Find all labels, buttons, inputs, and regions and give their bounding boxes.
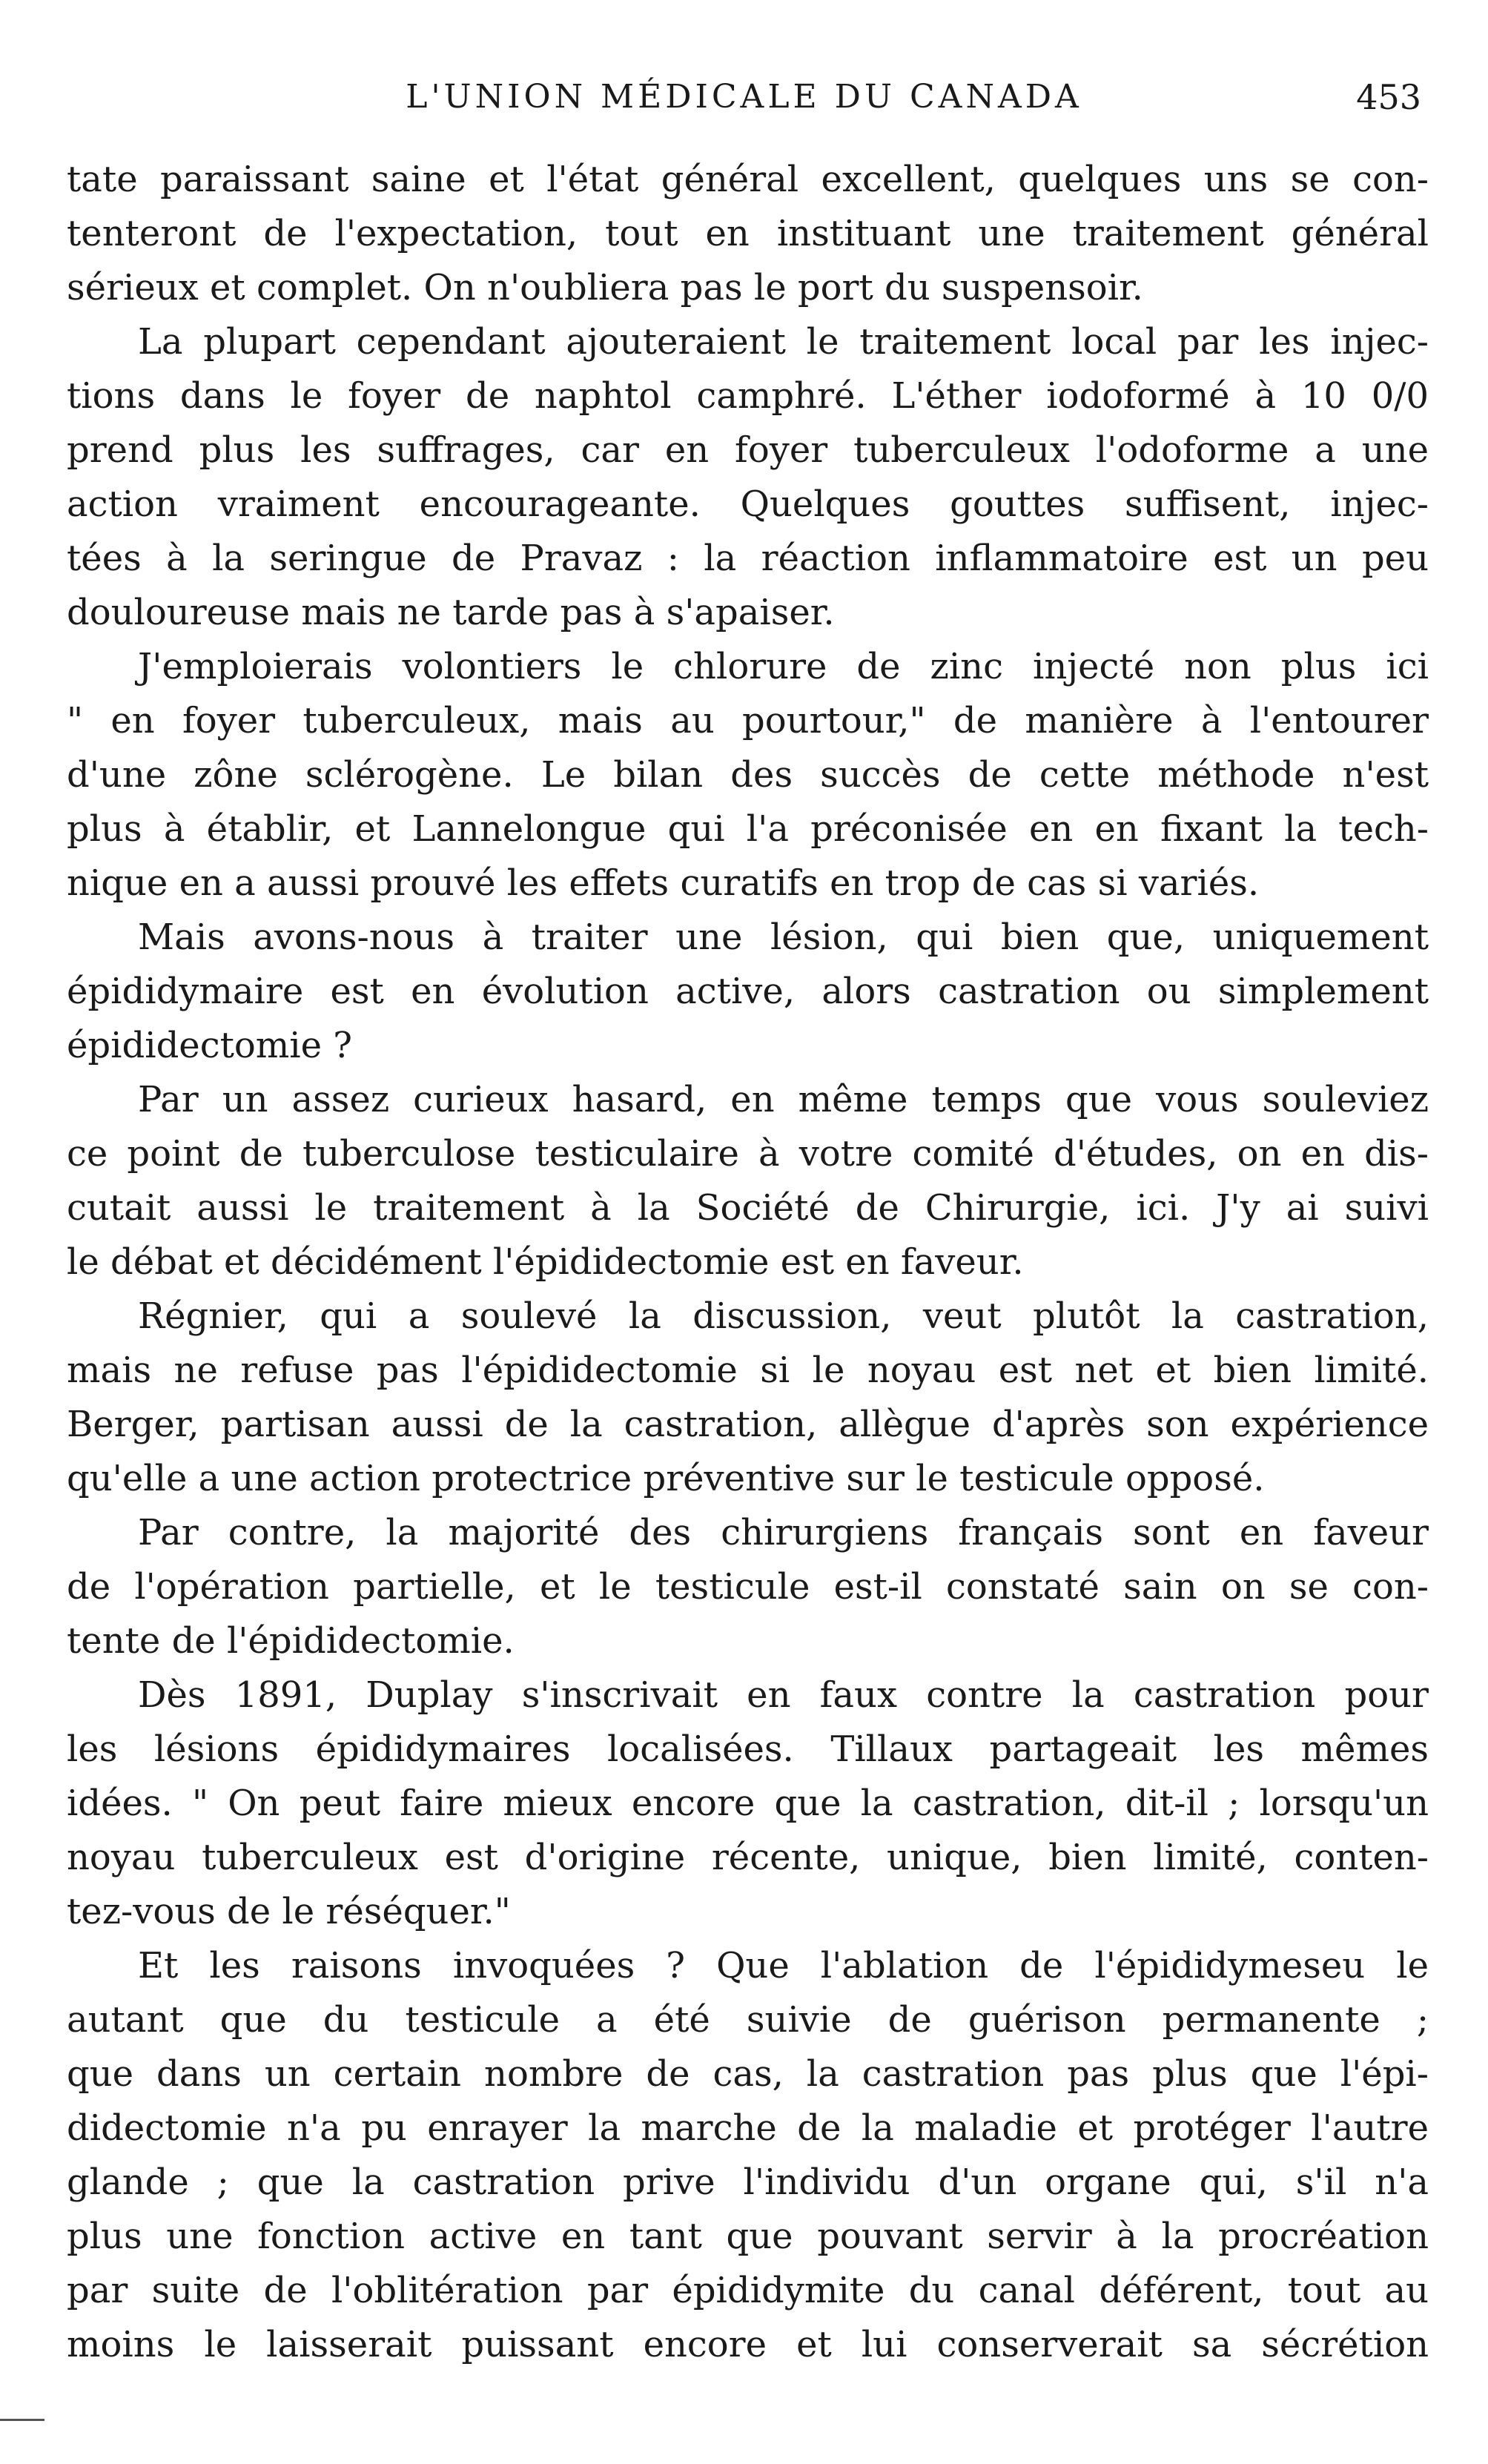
text-line: La plupart cependant ajouteraient le traitement local par les injec- — [138, 321, 1429, 363]
text-line: Régnier, qui a soulevé la discussion, veut plutôt la castration, — [138, 1295, 1429, 1337]
paragraph-5 — [67, 1073, 1429, 1289]
text-line: J'emploierais volontiers le chlorure de zinc injecté non plus ici — [138, 646, 1429, 687]
text-line: tente de l'épididectomie. — [67, 1620, 515, 1662]
text-line: didectomie n'a pu enrayer la marche de la maladie et protéger l'autre — [67, 2107, 1429, 2149]
text-line: Par contre, la majorité des chirurgiens français sont en faveur — [138, 1512, 1429, 1553]
text-line: plus à établir, et Lannelongue qui l'a préconisée en en fixant la tech- — [67, 808, 1429, 850]
text-line: Mais avons-nous à traiter une lésion, qui bien que, uniquement — [138, 916, 1429, 958]
paragraph-9 — [67, 1939, 1429, 2372]
text-line: tate paraissant saine et l'état général excellent, quelques uns se con- — [67, 159, 1429, 200]
text-line: le débat et décidément l'épididectomie est en faveur. — [67, 1241, 1024, 1283]
text-line: tées à la seringue de Pravaz : la réaction inflammatoire est un peu — [67, 538, 1429, 579]
text-line: Et les raisons invoquées ? Que l'ablation de l'épididymeseu le — [138, 1945, 1429, 1986]
paragraph-3 — [67, 640, 1429, 911]
text-line: douloureuse mais ne tarde pas à s'apaiser. — [67, 592, 835, 633]
running-title: L'UNION MÉDICALE DU CANADA — [406, 78, 1082, 116]
body-text — [67, 153, 1429, 2372]
text-line: cutait aussi le traitement à la Société de Chirurgie, ici. J'y ai suivi — [67, 1187, 1429, 1229]
text-line: action vraiment encourageante. Quelques gouttes suffisent, injec- — [67, 483, 1429, 525]
text-line: mais ne refuse pas l'épididectomie si le noyau est net et bien limité. — [67, 1350, 1429, 1391]
text-line: tenteront de l'expectation, tout en instituant une traitement général — [67, 213, 1429, 254]
text-line: autant que du testicule a été suivie de guérison permanente ; — [67, 1999, 1429, 2041]
text-line: noyau tuberculeux est d'origine récente, unique, bien limité, conten- — [67, 1837, 1429, 1878]
text-line: tions dans le foyer de naphtol camphré. L'éther iodoformé à 10 0/0 — [67, 375, 1429, 417]
text-line: Dès 1891, Duplay s'inscrivait en faux contre la castration pour — [138, 1674, 1429, 1716]
text-line: épididymaire est en évolution active, alors castration ou simplement — [67, 971, 1429, 1012]
text-line: d'une zône sclérogène. Le bilan des succès de cette méthode n'est — [67, 754, 1429, 796]
text-line: idées. " On peut faire mieux encore que la castration, dit-il ; lorsqu'un — [67, 1783, 1429, 1824]
text-line: tez-vous de le réséquer." — [67, 1891, 511, 1932]
scan-edge-mark — [0, 2419, 44, 2421]
text-line: les lésions épididymaires localisées. Tillaux partageait les mêmes — [67, 1728, 1429, 1770]
text-line: par suite de l'oblitération par épididymite du canal déférent, tout au — [67, 2270, 1429, 2311]
text-line: Berger, partisan aussi de la castration, allègue d'après son expérience — [67, 1404, 1429, 1445]
text-line: prend plus les suffrages, car en foyer tuberculeux l'odoforme a une — [67, 429, 1429, 471]
text-line: sérieux et complet. On n'oubliera pas le port du suspensoir. — [67, 267, 1143, 308]
text-line: nique en a aussi prouvé les effets curatifs en trop de cas si variés. — [67, 862, 1260, 904]
text-line: ce point de tuberculose testiculaire à votre comité d'études, on en dis- — [67, 1133, 1429, 1175]
paragraph-1 — [67, 153, 1429, 315]
text-line: Par un assez curieux hasard, en même temps que vous souleviez — [138, 1079, 1429, 1120]
text-line: " en foyer tuberculeux, mais au pourtour," de manière à l'entourer — [67, 700, 1429, 741]
paragraph-7 — [67, 1506, 1429, 1668]
text-line: moins le laisserait puissant encore et lui conserverait sa sécrétion — [67, 2324, 1429, 2365]
page-header — [67, 71, 1421, 123]
text-line: qu'elle a une action protectrice préventive sur le testicule opposé. — [67, 1458, 1265, 1499]
page-number: 453 — [1356, 77, 1421, 117]
text-line: plus une fonction active en tant que pouvant servir à la procréation — [67, 2216, 1429, 2257]
text-line: épididectomie ? — [67, 1025, 353, 1066]
text-line: que dans un certain nombre de cas, la castration pas plus que l'épi- — [67, 2053, 1429, 2095]
text-line: glande ; que la castration prive l'individu d'un organe qui, s'il n'a — [67, 2161, 1429, 2203]
paragraph-8 — [67, 1668, 1429, 1939]
paragraph-4 — [67, 911, 1429, 1073]
text-line: de l'opération partielle, et le testicule est-il constaté sain on se con- — [67, 1566, 1429, 1608]
paragraph-6 — [67, 1289, 1429, 1506]
paragraph-2 — [67, 315, 1429, 640]
